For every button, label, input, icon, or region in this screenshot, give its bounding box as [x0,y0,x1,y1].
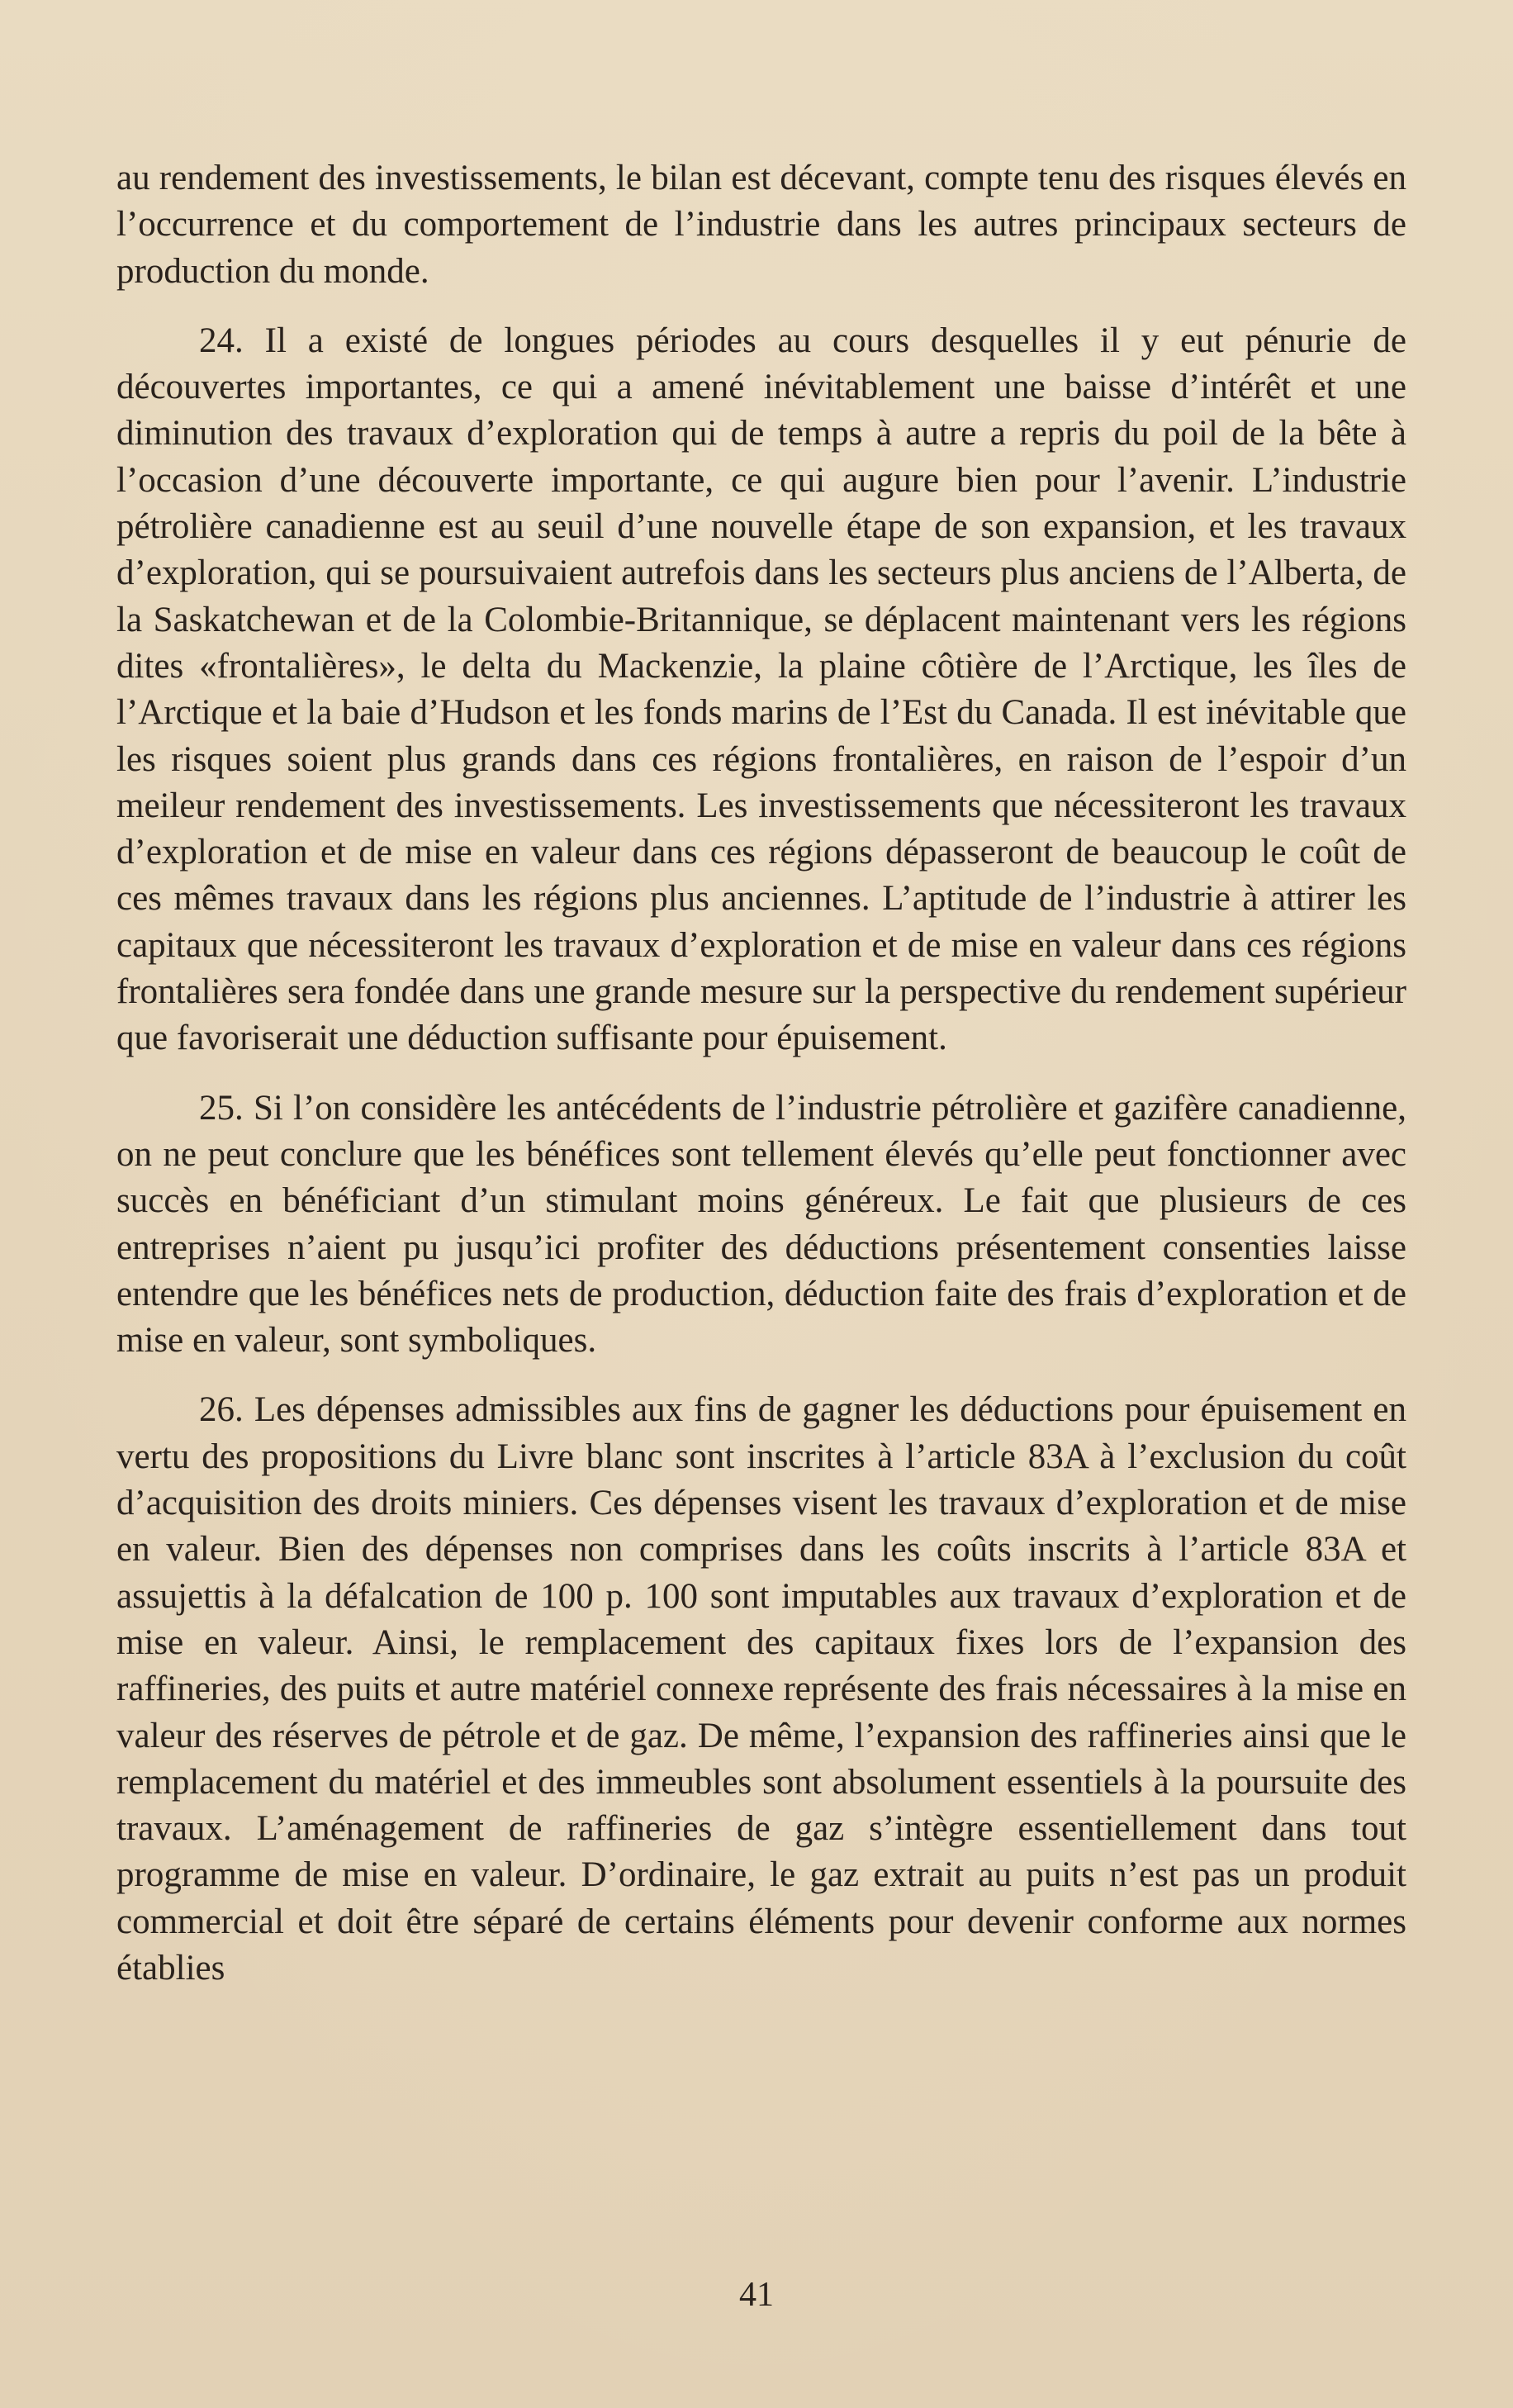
paragraph-24: 24. Il a existé de longues périodes au cours desquelles il y eut pénurie de découvertes importantes, ce qui a amené inévitablement une baisse d’intérêt et une diminution des travaux d’exploration qui de temps à autre a repris du poil de la bête à l’occasion d’une découverte importante, ce qui augure bien pour l’avenir. L’industrie pétrolière canadienne est au seuil d’une nouvelle étape de son expansion, et les travaux d’exploration, qui se poursuivaient autrefois dans les secteurs plus anciens de l’Alberta, de la Saskatchewan et de la Colombie-Britannique, se déplacent maintenant vers les régions dites «frontalières», le delta du Mackenzie, la plaine côtière de l’Arctique, les îles de l’Arctique et la baie d’Hudson et les fonds marins de l’Est du Canada. Il est inévitable que les risques soient plus grands dans ces régions frontalières, en raison de l’espoir d’un meileur rendement des investissements. Les investissements que nécessiteront les travaux d’exploration et de mise en valeur dans ces régions dépasseront de beaucoup le coût de ces mêmes travaux dans les régions plus anciennes. L’aptitude de l’industrie à attirer les capitaux que nécessiteront les travaux d’exploration et de mise en valeur dans ces régions frontalières sera fondée dans une grande mesure sur la perspective du rendement supérieur que favoriserait une déduction suffisante pour épuisement. [116,321,1406,1058]
page-number: 41 [739,2276,774,2314]
paragraph-26: 26. Les dépenses admissibles aux fins de gagner les déductions pour épuisement en vertu des propositions du Livre blanc sont inscrites à l’article 83A à l’exclusion du coût d’acquisition des droits miniers. Ces dépenses visent les travaux d’exploration et de mise en valeur. Bien des dépenses non comprises dans les coûts inscrits à l’article 83A et assujettis à la défalcation de 100 p. 100 sont imputables aux travaux d’exploration et de mise en valeur. Ainsi, le remplacement des capitaux fixes lors de l’expansion des raffineries, des puits et autre matériel connexe représente des frais nécessaires à la mise en valeur des réserves de pétrole et de gaz. De même, l’expansion des raffineries ainsi que le remplacement du matériel et des immeubles sont absolument essentiels à la poursuite des travaux. L’aménagement de raffineries de gaz s’intègre essentiellement dans tout programme de mise en valeur. D’ordinaire, le gaz extrait au puits n’est pas un produit commercial et doit être séparé de certains éléments pour devenir conforme aux normes établies [116,1390,1406,1988]
body-text [116,155,1406,2015]
paragraph-25: 25. Si l’on considère les antécédents de l’industrie pétrolière et gazifère canadienne, on ne peut conclure que les bénéfices sont tellement élevés qu’elle peut fonctionner avec succès en bénéficiant d’un stimulant moins généreux. Le fait que plusieurs de ces entreprises n’aient pu jusqu’ici profiter des déductions présentement consenties laisse entendre que les bénéfices nets de production, déduction faite des frais d’exploration et de mise en valeur, sont symboliques. [116,1088,1406,1361]
paragraph-continuation: au rendement des investissements, le bilan est décevant, compte tenu des risques élevés en l’occurrence et du comportement de l’industrie dans les autres principaux secteurs de production du monde. [116,159,1406,291]
